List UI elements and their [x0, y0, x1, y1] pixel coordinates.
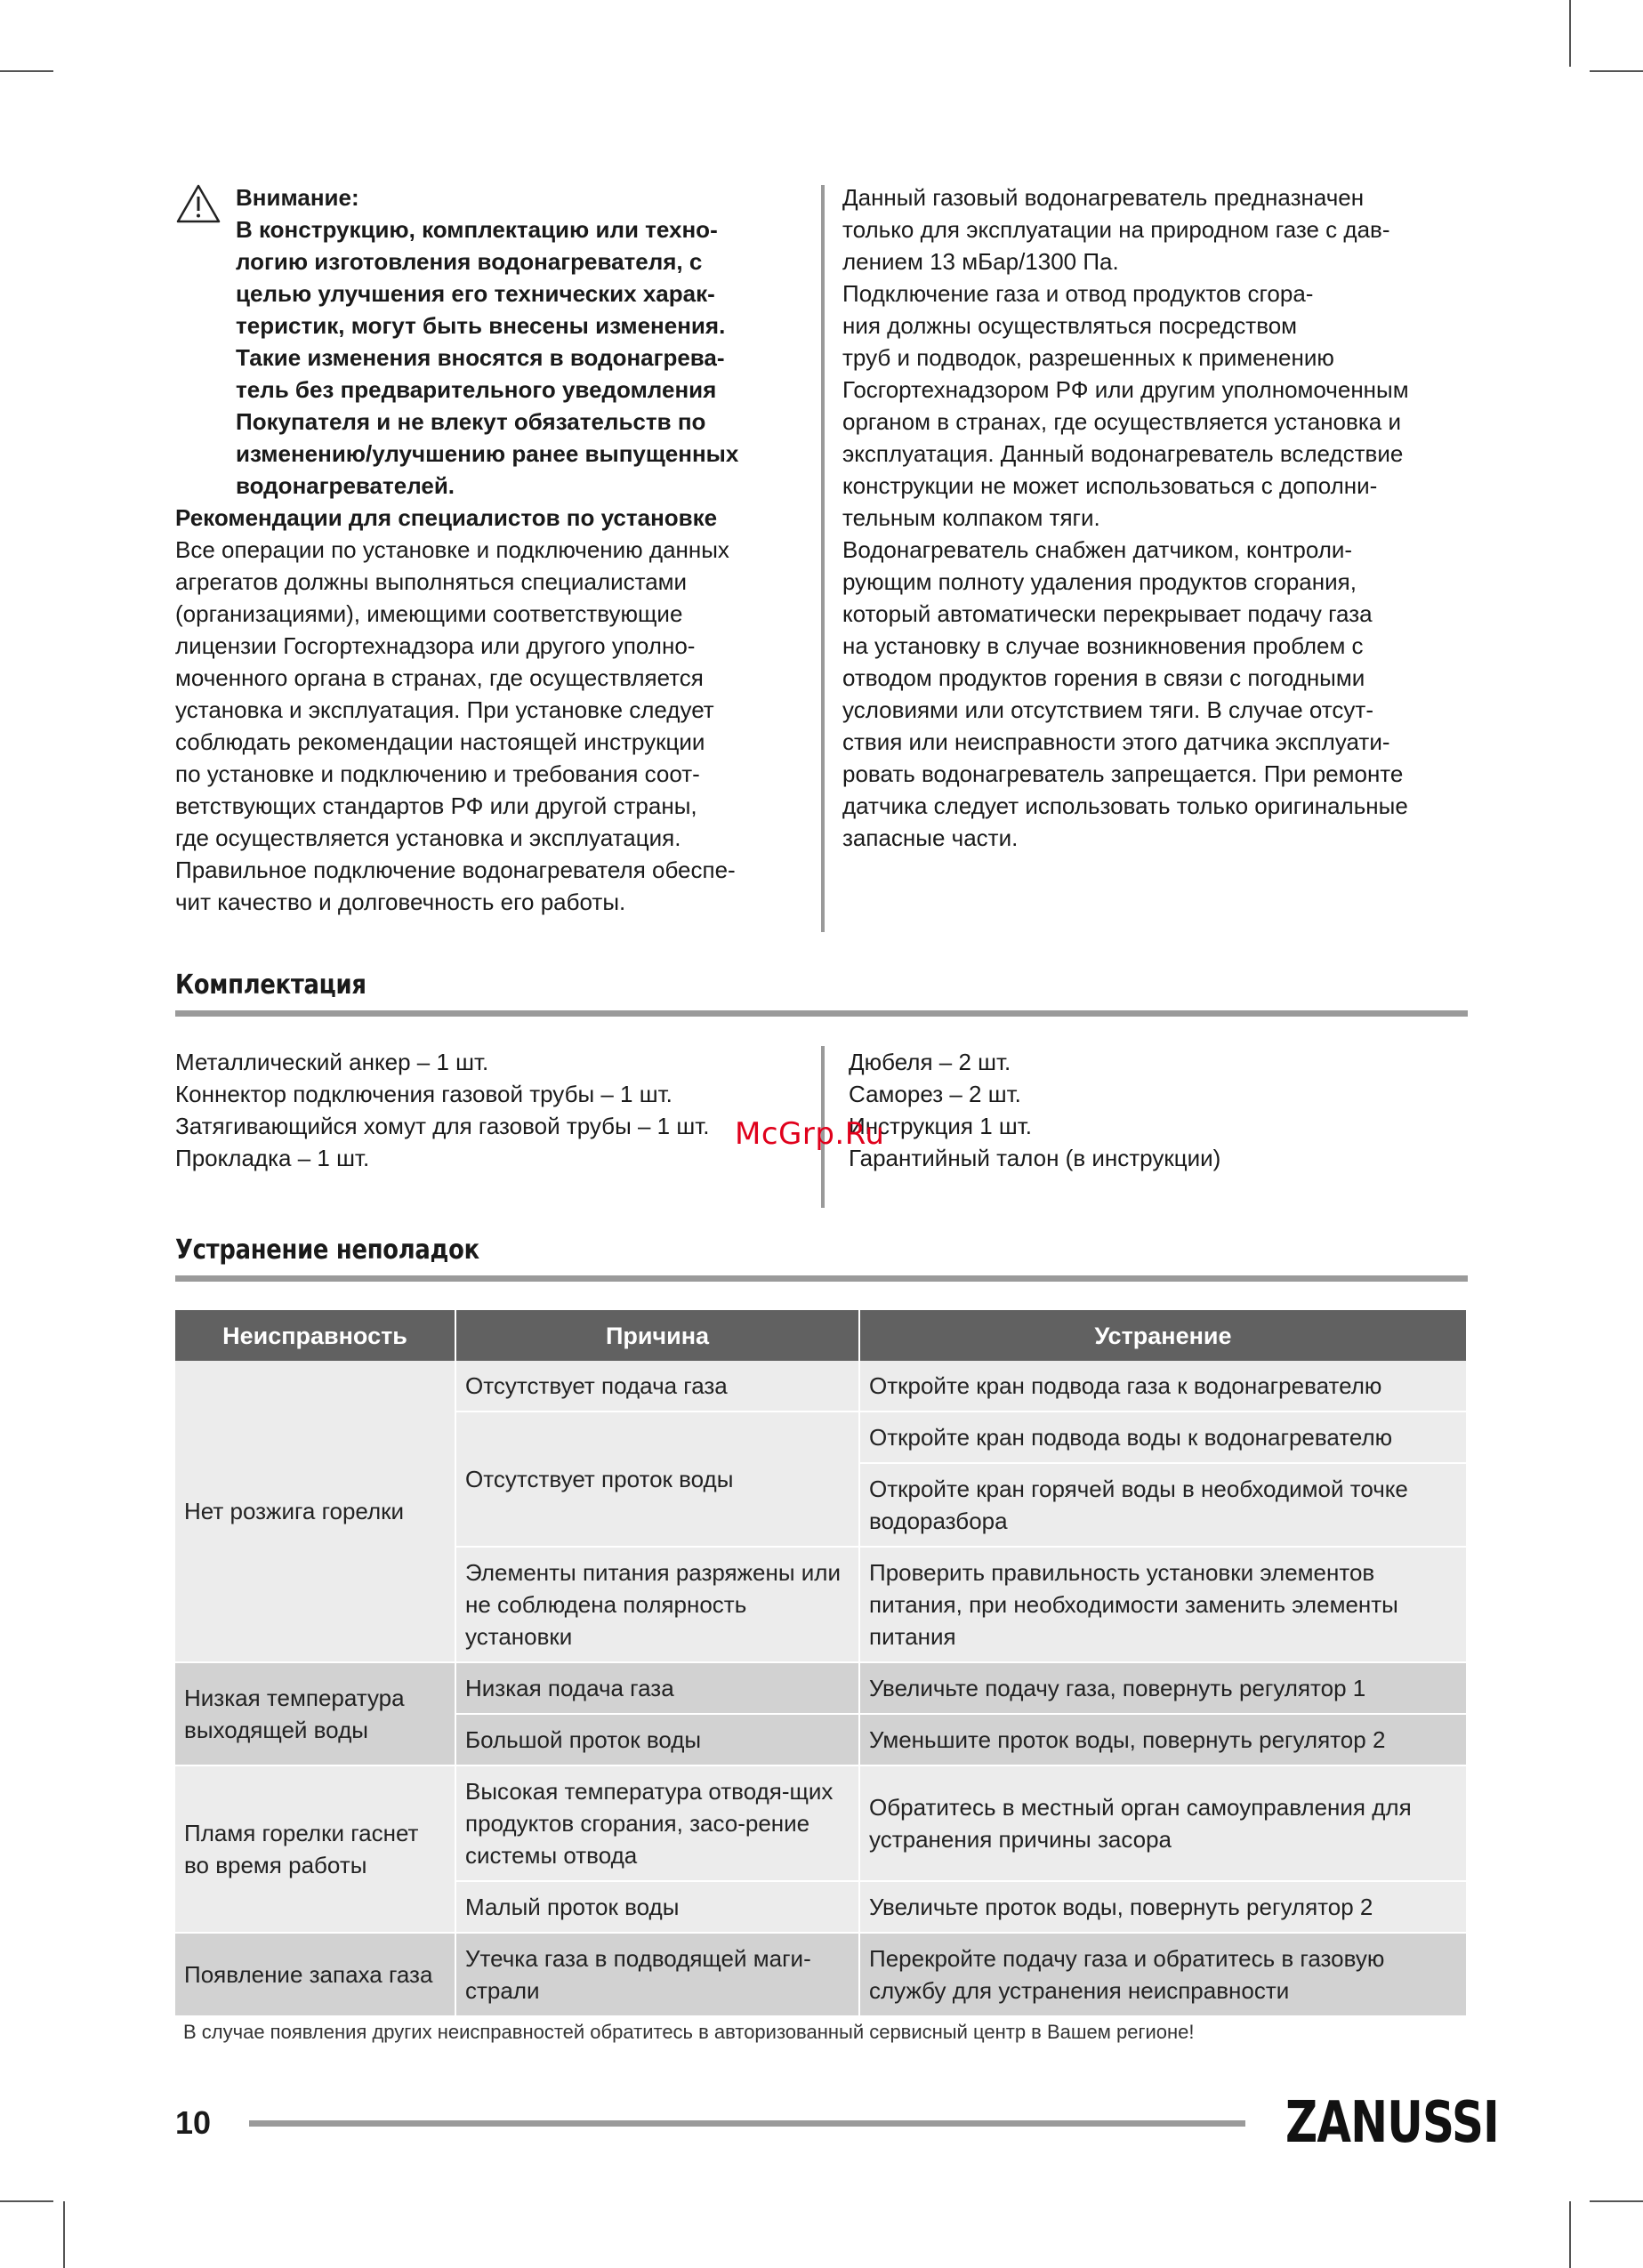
kit-item: Металлический анкер – 1 шт. [175, 1049, 489, 1075]
warning-line: теристик, могут быть внесены изменения. [236, 312, 726, 339]
right-column [842, 181, 1478, 854]
right-line: на установку в случае возникновения проблем с [842, 632, 1364, 659]
cause-cell: Отсутствует проток воды [455, 1411, 859, 1547]
warning-line: Такие изменения вносятся в водонагрева- [236, 344, 725, 371]
table-row [175, 1361, 1466, 1411]
install-line: по установке и подключению и требования соот- [175, 760, 700, 787]
cause-cell: Отсутствует подача газа [455, 1361, 859, 1411]
fault-cell: Появление запаха газа [175, 1933, 455, 2016]
cause-cell: Малый проток воды [455, 1881, 859, 1933]
fault-cell: Нет розжига горелки [175, 1361, 455, 1662]
install-line: лицензии Госгортехнадзора или другого уполно- [175, 632, 696, 659]
right-line: ния должны осуществляться посредством [842, 312, 1298, 339]
install-line: моченного органа в странах, где осуществляется [175, 664, 704, 691]
right-line: тельным колпаком тяги. [842, 504, 1100, 531]
table-header-row [175, 1310, 1466, 1361]
warning-line: тель без предварительного уведомления [236, 376, 717, 403]
install-line: чит качество и долговечность его работы. [175, 889, 626, 915]
warning-line: изменению/улучшению ранее выпущенных [236, 440, 739, 467]
warning-line: логию изготовления водонагревателя, с [236, 248, 703, 275]
troubleshooting-table [175, 1310, 1466, 2017]
fix-cell: Откройте кран подвода газа к водонагревателю [859, 1361, 1466, 1411]
cause-cell: Элементы питания разряжены или не соблюдена полярность установки [455, 1547, 859, 1662]
watermark: McGrp.Ru [735, 1116, 885, 1152]
kit-item: Затягивающийся хомут для газовой трубы – 1 шт. [175, 1113, 710, 1139]
column-header: Причина [455, 1310, 859, 1361]
right-line: эксплуатация. Данный водонагреватель вследствие [842, 440, 1404, 467]
table-row [175, 1933, 1466, 2016]
crop-mark [0, 2200, 53, 2202]
fault-cell: Пламя горелки гаснет во время работы [175, 1765, 455, 1933]
column-header: Неисправность [175, 1310, 455, 1361]
table-row [175, 1765, 1466, 1881]
warning-line: целью улучшения его технических харак- [236, 280, 715, 307]
install-line: соблюдать рекомендации настоящей инструкции [175, 728, 705, 755]
right-line: Водонагреватель снабжен датчиком, контроли- [842, 536, 1353, 563]
fix-cell: Увеличьте проток воды, повернуть регулятор 2 [859, 1881, 1466, 1933]
install-line: ветствующих стандартов РФ или другой страны, [175, 792, 697, 819]
install-line: агрегатов должны выполняться специалистами [175, 568, 688, 595]
kit-item: Гарантийный талон (в инструкции) [849, 1145, 1221, 1171]
page-number: 10 [175, 2104, 212, 2141]
kit-item: Дюбеля – 2 шт. [849, 1049, 1011, 1075]
install-line: (организациями), имеющими соответствующие [175, 600, 683, 627]
section-rule [175, 1275, 1468, 1282]
kit-item: Прокладка – 1 шт. [175, 1145, 370, 1171]
cause-cell: Низкая подача газа [455, 1662, 859, 1714]
warning-line: В конструкцию, комплектацию или техно- [236, 216, 718, 243]
column-divider [821, 185, 825, 932]
kit-item: Инструкция 1 шт. [849, 1113, 1033, 1139]
warning-icon [175, 183, 221, 224]
kit-list-left [175, 1046, 709, 1174]
kit-list-right [849, 1046, 1220, 1174]
cause-cell: Высокая температура отводя-щих продуктов сгорания, засо-рение системы отвода [455, 1765, 859, 1881]
crop-mark [0, 70, 53, 72]
kit-section-title: Комплектация [175, 969, 366, 1001]
crop-mark [1590, 70, 1643, 72]
right-line: который автоматически перекрывает подачу газа [842, 600, 1373, 627]
warning-block [175, 181, 798, 502]
right-line: лением 13 мБар/1300 Па. [842, 248, 1119, 275]
fix-cell: Откройте кран подвода воды к водонагревателю [859, 1411, 1466, 1463]
fix-cell: Проверить правильность установки элементов питания, при необходимости заменить элементы питания [859, 1547, 1466, 1662]
column-header: Устранение [859, 1310, 1466, 1361]
brand-logo: ZANUSSI [1285, 2090, 1499, 2156]
warning-line: Покупателя и не влекут обязательств по [236, 408, 706, 435]
kit-item: Саморез – 2 шт. [849, 1081, 1021, 1107]
footnote: В случае появления других неисправностей обратитесь в авторизованный сервисный центр в Вашем регионе! [183, 2021, 1195, 2043]
right-line: только для эксплуатации на природном газе с дав- [842, 216, 1390, 243]
right-line: труб и подводок, разрешенных к применению [842, 344, 1334, 371]
install-heading: Рекомендации для специалистов по установке [175, 504, 718, 531]
crop-mark [1569, 2201, 1571, 2268]
left-column [175, 181, 798, 918]
crop-mark [63, 2201, 65, 2268]
right-line: ствия или неисправности этого датчика эксплуати- [842, 728, 1390, 755]
cause-cell: Большой проток воды [455, 1714, 859, 1765]
crop-mark [1569, 0, 1571, 67]
install-line: Все операции по установке и подключению данных [175, 536, 729, 563]
crop-mark [1590, 2200, 1643, 2202]
fault-cell: Низкая температура выходящей воды [175, 1662, 455, 1765]
install-line: Правильное подключение водонагревателя обеспе- [175, 857, 736, 883]
right-line: условиями или отсутствием тяги. В случае отсут- [842, 696, 1373, 723]
right-line: отводом продуктов горения в связи с погодными [842, 664, 1365, 691]
right-line: ровать водонагреватель запрещается. При ремонте [842, 760, 1404, 787]
install-line: где осуществляется установка и эксплуатация. [175, 824, 681, 851]
right-line: запасные части. [842, 824, 1019, 851]
troubleshooting-section-title: Устранение неполадок [175, 1235, 479, 1266]
fix-cell: Уменьшите проток воды, повернуть регулятор 2 [859, 1714, 1466, 1765]
fix-cell: Откройте кран горячей воды в необходимой точке водоразбора [859, 1463, 1466, 1547]
right-line: датчика следует использовать только оригинальные [842, 792, 1408, 819]
right-line: конструкции не может использоваться с дополни- [842, 472, 1378, 499]
right-line: органом в странах, где осуществляется установка и [842, 408, 1401, 435]
fix-cell: Увеличьте подачу газа, повернуть регулятор 1 [859, 1662, 1466, 1714]
kit-item: Коннектор подключения газовой трубы – 1 шт. [175, 1081, 673, 1107]
fix-cell: Перекройте подачу газа и обратитесь в газовую службу для устранения неисправности [859, 1933, 1466, 2016]
right-line: Госгортехнадзором РФ или другим уполномоченным [842, 376, 1409, 403]
right-line: Данный газовый водонагреватель предназначен [842, 184, 1365, 211]
fix-cell: Обратитесь в местный орган самоуправления для устранения причины засора [859, 1765, 1466, 1881]
warning-line: водонагревателей. [236, 472, 455, 499]
install-line: установка и эксплуатация. При установке следует [175, 696, 714, 723]
footer-rule [249, 2120, 1245, 2127]
warning-title: Внимание: [236, 184, 359, 211]
section-rule [175, 1010, 1468, 1017]
cause-cell: Утечка газа в подводящей маги-страли [455, 1933, 859, 2016]
right-line: рующим полноту удаления продуктов сгорания, [842, 568, 1357, 595]
right-line: Подключение газа и отвод продуктов сгора- [842, 280, 1314, 307]
table-row [175, 1662, 1466, 1714]
